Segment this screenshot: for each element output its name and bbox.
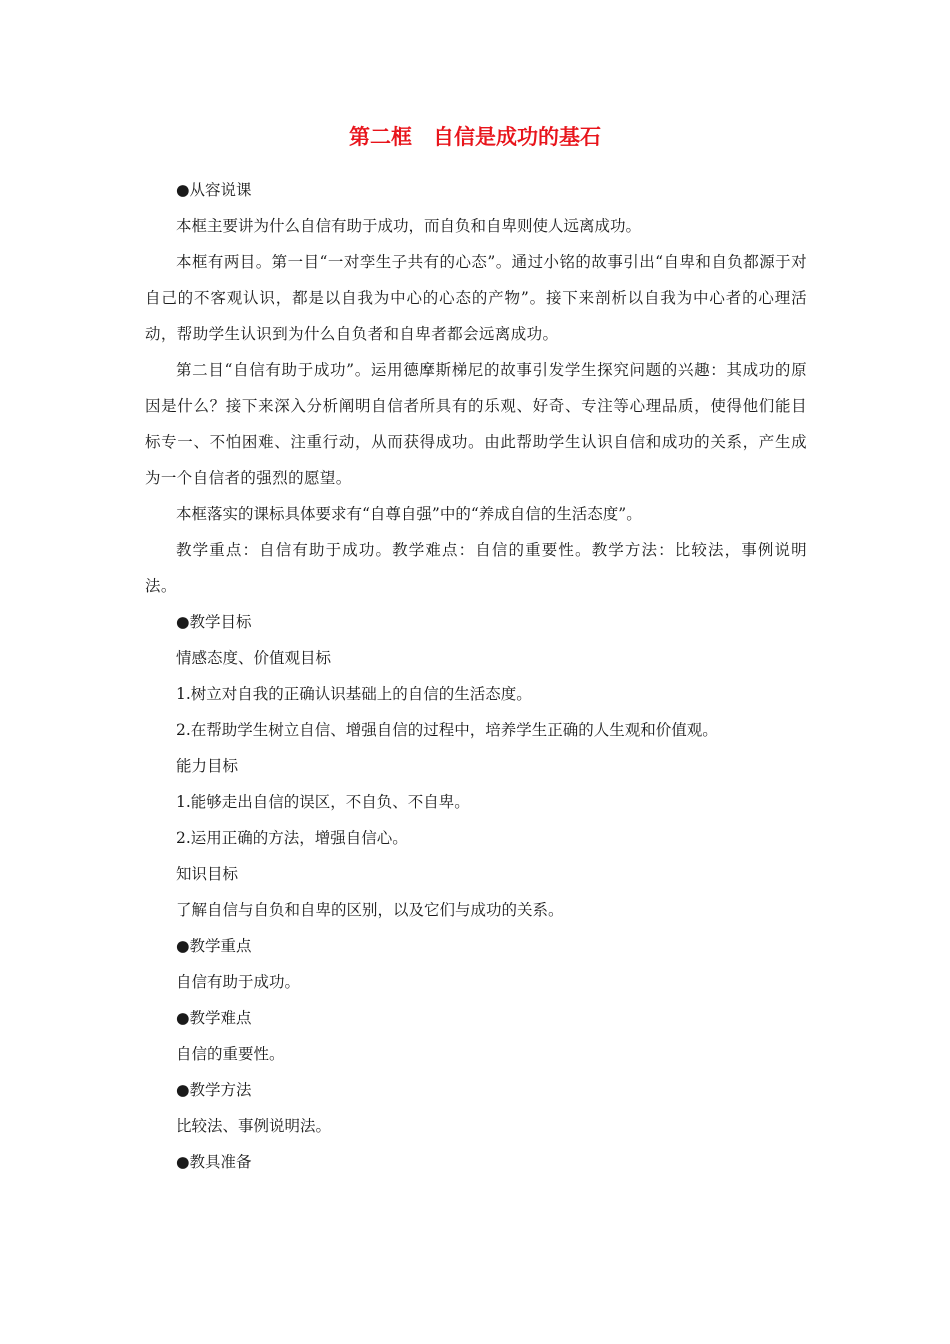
body-paragraph: 教学重点：自信有助于成功。教学难点：自信的重要性。教学方法：比较法，事例说明法。: [145, 541, 807, 595]
body-paragraph: 比较法、事例说明法。: [176, 1117, 332, 1135]
body-paragraph: 本框有两目。第一目“一对孪生子共有的心态”。通过小铭的故事引出“自卑和自负都源于对自己的不客观认识，都是以自我为中心的心态的产物”。接下来剖析以自我为中心者的心理活动，帮助学生认识到为什么自负者和自卑者都会远离成功。: [145, 253, 807, 343]
body-paragraph: 了解自信与自负和自卑的区别，以及它们与成功的关系。: [176, 901, 564, 919]
list-item: 1.树立对自我的正确认识基础上的自信的生活态度。: [176, 685, 532, 703]
subheading: 知识目标: [176, 865, 239, 883]
section-heading-teaching-goals: ●教学目标: [176, 613, 252, 631]
body-paragraph: 自信有助于成功。: [176, 973, 301, 991]
list-item: 2.在帮助学生树立自信、增强自信的过程中，培养学生正确的人生观和价值观。: [176, 721, 718, 739]
section-heading-materials: ●教具准备: [176, 1153, 252, 1171]
section-heading-key-point: ●教学重点: [176, 937, 252, 955]
subheading: 能力目标: [176, 757, 239, 775]
body-paragraph: 第二目“自信有助于成功”。运用德摩斯梯尼的故事引发学生探究问题的兴趣：其成功的原因是什么？接下来深入分析阐明自信者所具有的乐观、好奇、专注等心理品质，使得他们能目标专一、不怕困难、注重行动，从而获得成功。由此帮助学生认识自信和成功的关系，产生成为一个自信者的强烈的愿望。: [145, 361, 807, 487]
section-heading-method: ●教学方法: [176, 1081, 252, 1099]
body-paragraph: 本框落实的课标具体要求有“自尊自强”中的“养成自信的生活态度”。: [176, 505, 642, 523]
body-paragraph: 本框主要讲为什么自信有助于成功，而自负和自卑则使人远离成功。: [176, 217, 642, 235]
document-body: [145, 172, 807, 1180]
list-item: 2.运用正确的方法，增强自信心。: [176, 829, 408, 847]
list-item: 1.能够走出自信的误区，不自负、不自卑。: [176, 793, 470, 811]
subheading: 情感态度、价值观目标: [176, 649, 332, 667]
page-title: 第二框 自信是成功的基石: [349, 125, 601, 149]
section-heading-lesson-talk: ●从容说课: [176, 181, 252, 199]
body-paragraph: 自信的重要性。: [176, 1045, 285, 1063]
section-heading-difficulty: ●教学难点: [176, 1009, 252, 1027]
